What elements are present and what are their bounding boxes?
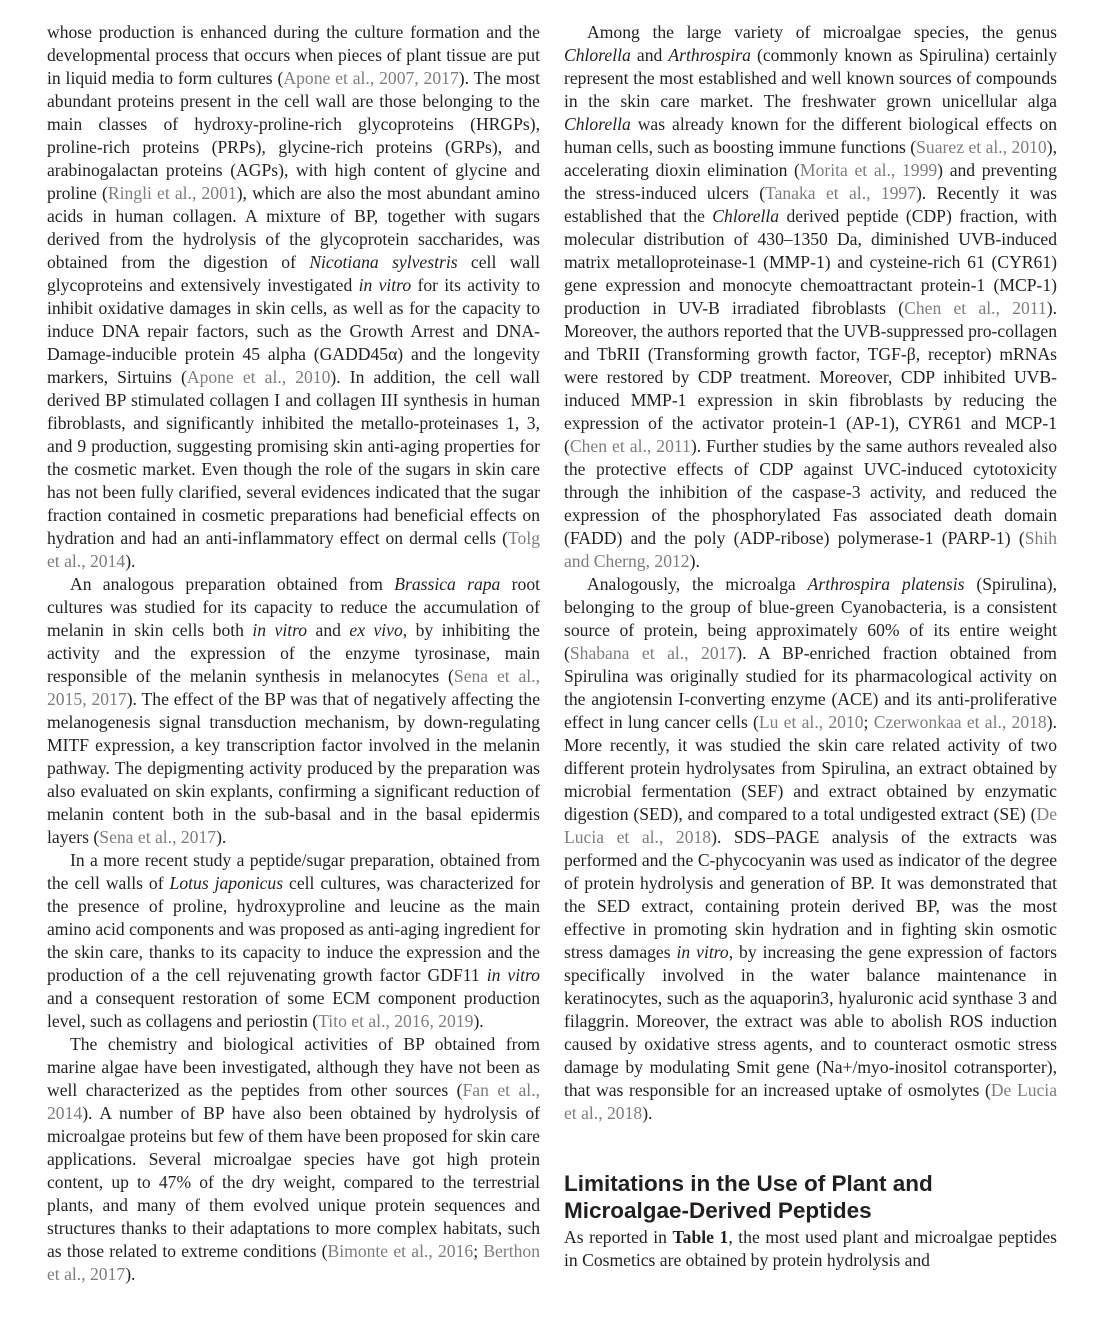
italic-term: Lotus japonicus <box>169 873 284 893</box>
citation-link[interactable]: Chen et al., 2011 <box>904 298 1047 318</box>
citation-link[interactable]: Sena et al., 2017 <box>99 827 217 847</box>
italic-term: Arthrospira <box>668 45 751 65</box>
body-text: ). Moreover, the authors reported that the UVB-suppressed pro-collagen and TbRII (Transforming growth factor, TGF-β, receptor) mRNAs were restored by CDP treatment. Moreover, CDP inhibited UVB-induced MMP-1 expression in skin fibroblasts by reducing the expression of the activator protein-1 (AP-1), CYR61 and MCP-1 ( <box>564 298 1057 456</box>
italic-term: Nicotiana sylvestris <box>309 252 458 272</box>
table-reference[interactable]: Table 1 <box>672 1227 729 1247</box>
citation-link[interactable]: Apone et al., 2007, 2017 <box>283 68 459 88</box>
italic-term: in vitro <box>486 965 540 985</box>
italic-term: ex vivo <box>349 620 403 640</box>
paragraph-brassica-rapa <box>47 573 540 849</box>
body-text: ), which are also the most abundant amino acids in human collagen. A mixture of BP, together with sugars derived from the hydrolysis of the glycoprotein saccharides, was obtained from the digestion of <box>47 183 540 272</box>
body-text: ). A number of BP have also been obtained by hydrolysis of microalgae proteins but few of them have been proposed for skin care applications. Several microalgae species have got high protein content, up to 47% of the dry weight, compared to the terrestrial plants, and many of them evolved unique protein sequences and structures thanks to their adaptations to more complex habitats, such as those related to extreme conditions ( <box>47 1103 540 1261</box>
body-text: ). <box>689 551 700 571</box>
body-text: , by increasing the gene expression of factors specifically involved in the water balance maintenance in keratinocytes, such as the aquaporin3, hyaluronic acid synthase 3 and filaggrin. Moreover, the extract was able to abolish ROS induction caused by oxidative stress agents, and to counteract osmotic stress damage by modulating Smit gene (Na+/myo-inositol cotransporter), that was responsible for an increased uptake of osmolytes ( <box>564 942 1057 1100</box>
body-text: ). A BP-enriched fraction obtained from Spirulina was originally studied for its pharmacological activity on the angiotensin I-converting enzyme (ACE) and its anti-proliferative effect in lung cancer cells ( <box>564 643 1057 732</box>
body-text: ; <box>863 712 874 732</box>
body-text: ). The most abundant proteins present in the cell wall are those belonging to the main classes of hydroxy-proline-rich glycoproteins (HRGPs), proline-rich proteins (PRPs), glycine-rich proteins (GRPs), and arabinogalactan proteins (AGPs), with high content of glycine and proline ( <box>47 68 540 203</box>
body-text: ). The effect of the BP was that of negatively affecting the melanogenesis signal transduction mechanism, by down-regulating MITF expression, a key transcription factor involved in the melanin pathway. The depigmenting activity produced by the preparation was also evaluated on skin explants, confirming a significant reduction of melanin content both in the sub-basal and in the basal epidermis layers ( <box>47 689 541 847</box>
body-text: and <box>307 620 350 640</box>
citation-link[interactable]: Sena et al., 2015, 2017 <box>47 666 540 709</box>
italic-term: Brassica rapa <box>394 574 501 594</box>
body-text: whose production is enhanced during the culture formation and the developmental process that occurs when pieces of plant tissue are put in liquid media to form cultures ( <box>47 22 540 88</box>
body-text: cell cultures, was characterized for the presence of proline, hydroxyproline and leucine as the main amino acid components and was proposed as anti-aging ingredient for the skin care, thanks to its capacity to induce the expression and the production of a the cell rejuvenating growth factor GDF11 <box>47 873 540 985</box>
italic-term: Chlorella <box>564 45 631 65</box>
body-text: ). Further studies by the same authors revealed also the protective effects of CDP against UVC-induced cytotoxicity through the inhibition of the caspase-3 activity, and reduced the expression of the phosphorylated Fas associated death domain (FADD) and the poly (ADP-ribose) polymerase-1 (PARP-1) ( <box>564 436 1058 548</box>
paragraph-chlorella <box>564 21 1057 573</box>
body-text: and <box>630 45 669 65</box>
citation-link[interactable]: Tolg et al., 2014 <box>47 528 540 571</box>
body-text: ). SDS–PAGE analysis of the extracts was performed and the C-phycocyanin was used as indicator of the degree of protein hydrolysis and generation of BP. It was demonstrated that the SED extract, containing protein derived BP, was the most effective in promoting skin hydration and in fighting skin osmotic stress damages <box>564 827 1058 962</box>
body-text: , the most used plant and microalgae peptides in Cosmetics are obtained by protein hydrolysis and <box>564 1227 1057 1270</box>
body-text: (commonly known as Spirulina) certainly represent the most established and well known sources of compounds in the skin care market. The freshwater grown unicellular alga <box>564 45 1057 111</box>
citation-link[interactable]: Shih and Cherng, 2012 <box>564 528 1057 571</box>
italic-term: in vitro <box>676 942 729 962</box>
body-text: for its activity to inhibit oxidative damages in skin cells, as well as for the capacity to induce DNA repair factors, such as the Growth Arrest and DNA-Damage-inducible protein 45 alpha (GADD45α) and the longevity markers, Sirtuins ( <box>47 275 540 387</box>
paragraph-marine-algae <box>47 1033 540 1286</box>
body-text: ). <box>216 827 227 847</box>
body-text: The chemistry and biological activities of BP obtained from marine algae have been investigated, although they have not been as well characterized as the peptides from other sources ( <box>47 1034 540 1100</box>
paragraph-lotus-japonicus <box>47 849 540 1033</box>
citation-link[interactable]: Czerwonkaa et al., 2018 <box>873 712 1047 732</box>
body-text: As reported in <box>564 1227 673 1247</box>
paragraph-spirulina <box>564 573 1057 1125</box>
body-text: ). In addition, the cell wall derived BP stimulated collagen I and collagen III synthesis in human fibroblasts, and significantly inhibited the metallo-proteinases 1, 3, and 9 production, suggesting promising skin anti-aging properties for the cosmetic market. Even though the role of the sugars in skin care has not been fully clarified, several evidences indicated that the sugar fraction contained in cosmetic preparations had beneficial effects on hydration and had an anti-inflammatory effect on dermal cells ( <box>47 367 540 548</box>
body-text: cell wall glycoproteins and extensively investigated <box>47 252 540 295</box>
body-text: ). <box>125 551 136 571</box>
body-text: ). <box>473 1011 484 1031</box>
citation-link[interactable]: De Lucia et al., 2018 <box>564 1080 1058 1123</box>
italic-term: in vitro <box>252 620 308 640</box>
citation-link[interactable]: Chen et al., 2011 <box>569 436 691 456</box>
citation-link[interactable]: Ringli et al., 2001 <box>107 183 237 203</box>
italic-term: Arthrospira platensis <box>807 574 965 594</box>
citation-link[interactable]: Apone et al., 2010 <box>186 367 331 387</box>
body-text: , by inhibiting the activity and the expression of the enzyme tyrosinase, main responsible of the melanin synthesis in melanocytes ( <box>47 620 540 686</box>
body-text: An analogous preparation obtained from <box>70 574 395 594</box>
body-text: ). Recently it was established that the <box>564 183 1057 226</box>
body-text: In a more recent study a peptide/sugar preparation, obtained from the cell walls of <box>47 850 540 893</box>
body-text: Analogously, the microalga <box>587 574 808 594</box>
italic-term: Chlorella <box>712 206 780 226</box>
paragraph-plant-cell-wall <box>47 21 540 573</box>
italic-term: Chlorella <box>564 114 631 134</box>
body-text: root cultures was studied for its capacity to reduce the accumulation of melanin in skin cells both <box>47 574 540 640</box>
citation-link[interactable]: Shabana et al., 2017 <box>569 643 737 663</box>
citation-link[interactable]: Morita et al., 1999 <box>799 160 938 180</box>
citation-link[interactable]: Bimonte et al., 2016 <box>327 1241 474 1261</box>
body-text: and a consequent restoration of some ECM component production level, such as collagens and periostin ( <box>47 988 540 1031</box>
citation-link[interactable]: Tito et al., 2016, 2019 <box>318 1011 474 1031</box>
body-text: derived peptide (CDP) fraction, with molecular distribution of 430–1350 Da, diminished UVB-induced matrix metalloproteinase-1 (MMP-1) and cysteine-rich 61 (CYR61) gene expression and monocyte chemoattractant protein-1 (MCP-1) production in UV-B irradiated fibroblasts ( <box>564 206 1058 318</box>
body-text: ), accelerating dioxin elimination ( <box>564 137 1057 180</box>
citation-link[interactable]: Berthon et al., 2017 <box>47 1241 540 1284</box>
body-text: (Spirulina), belonging to the group of blue-green Cyanobacteria, is a consistent source of protein, being approximately 60% of its entire weight ( <box>564 574 1057 663</box>
citation-link[interactable]: Fan et al., 2014 <box>47 1080 540 1123</box>
body-text: ) and preventing the stress-induced ulcers ( <box>564 160 1057 203</box>
body-text: was already known for the different biological effects on human cells, such as boosting immune functions ( <box>564 114 1057 157</box>
body-text: Among the large variety of microalgae species, the genus <box>587 22 1057 42</box>
paragraph-limitations-intro <box>564 1226 1057 1272</box>
right-column <box>564 21 1057 1272</box>
body-text: ). <box>125 1264 136 1284</box>
italic-term: in vitro <box>358 275 412 295</box>
citation-link[interactable]: Tanaka et al., 1997 <box>765 183 917 203</box>
body-text: ; <box>473 1241 484 1261</box>
citation-link[interactable]: De Lucia et al., 2018 <box>564 804 1057 847</box>
section-heading-limitations: Limitations in the Use of Plant and Microalgae-Derived Peptides <box>564 1171 933 1223</box>
body-text: ). <box>642 1103 653 1123</box>
citation-link[interactable]: Suarez et al., 2010 <box>916 137 1047 157</box>
body-text: ). More recently, it was studied the skin care related activity of two different protein hydrolysates from Spirulina, an extract obtained by microbial fermentation (SEF) and extract obtained by enzymatic digestion (SED), and compared to a total undigested extract (SE) ( <box>564 712 1057 824</box>
left-column <box>47 21 540 1286</box>
citation-link[interactable]: Lu et al., 2010 <box>758 712 864 732</box>
